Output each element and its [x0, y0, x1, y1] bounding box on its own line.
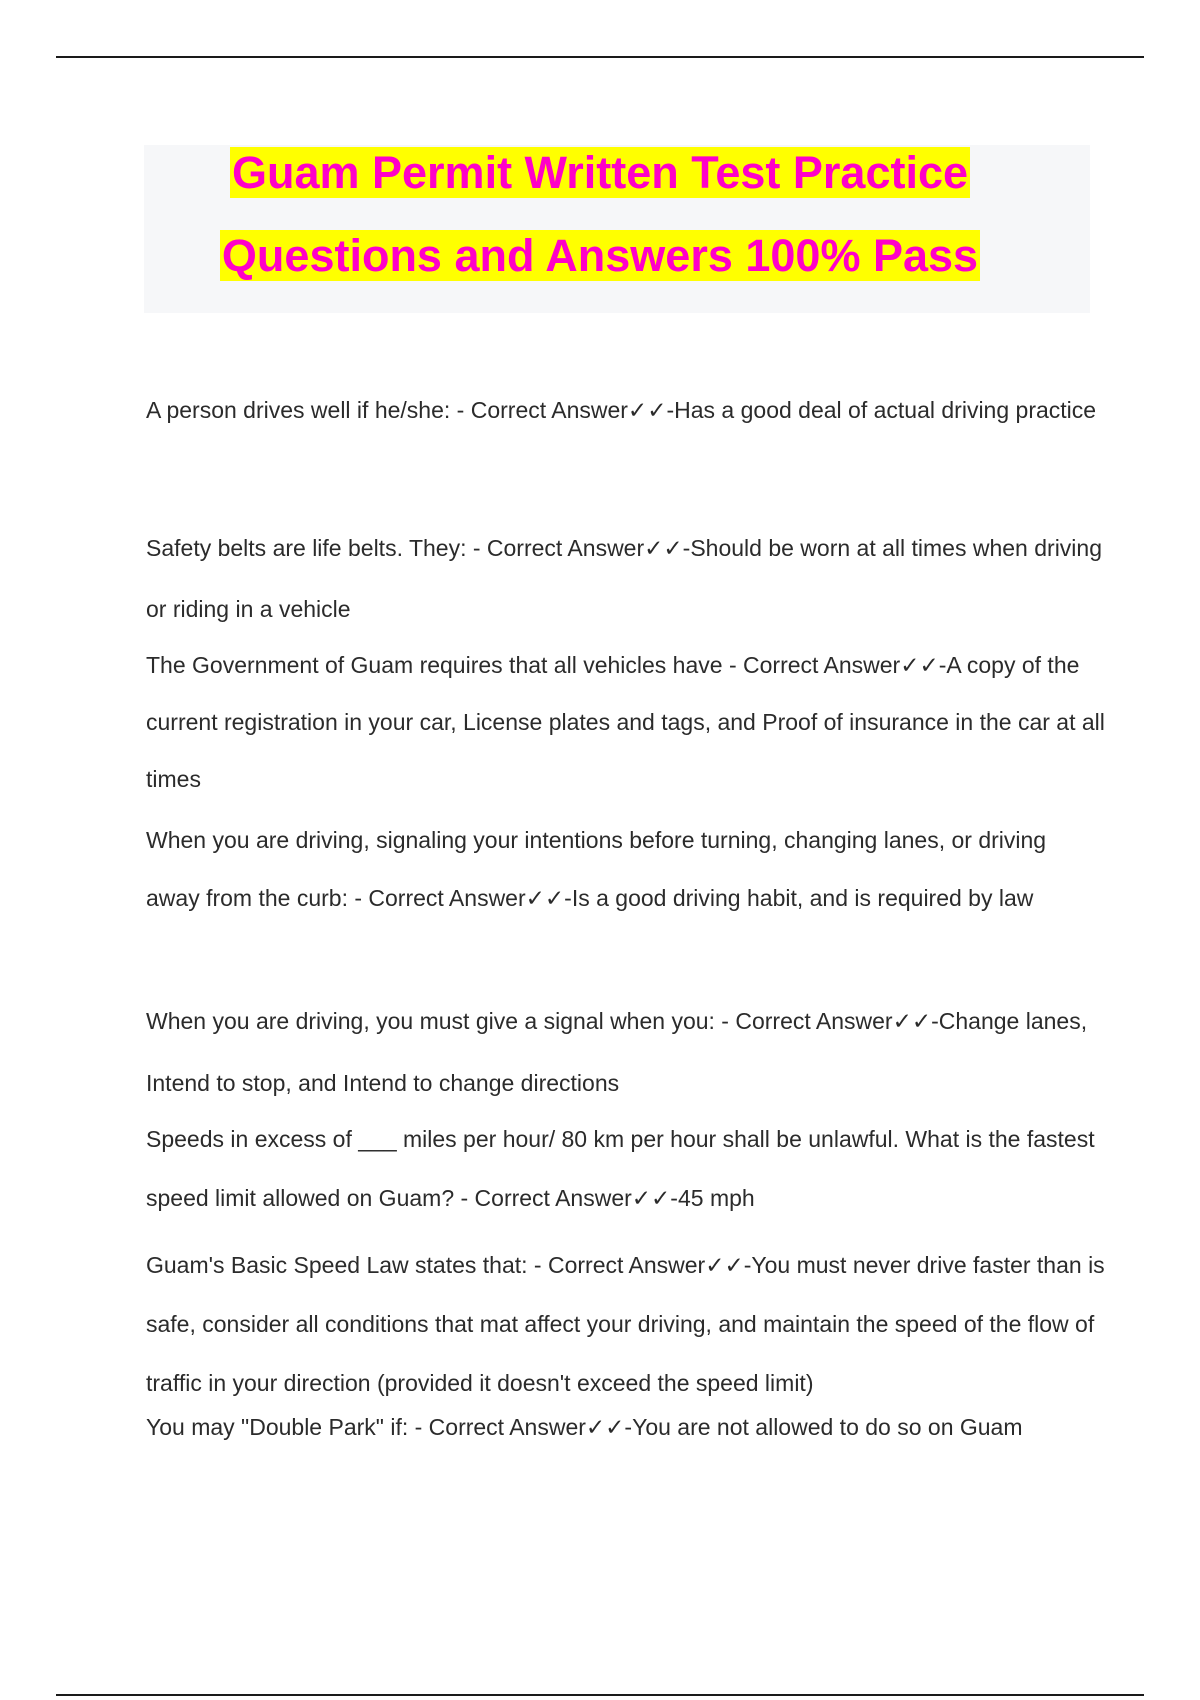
qa-item — [146, 990, 1106, 1114]
header-rule — [56, 56, 1144, 58]
question-text: When you are driving, you must give a signal when you: — [146, 1008, 715, 1034]
qa-item — [146, 1236, 1106, 1413]
question-text: You may "Double Park" if: — [146, 1414, 409, 1440]
question-text: Guam's Basic Speed Law states that: — [146, 1252, 528, 1278]
qa-item — [146, 811, 1106, 927]
answer-text: You are not allowed to do so on Guam — [632, 1414, 1023, 1440]
question-text: Speeds in excess of ___ miles per hour/ 80 km per hour shall be unlawful. What is the fastest speed limit allowed on Guam? — [146, 1126, 1095, 1211]
qa-item — [146, 1397, 1106, 1457]
answer-separator: - Correct Answer✓✓- — [722, 652, 947, 678]
answer-text: A copy of the current registration in your car, License plates and tags, and Proof of insurance in the car at all times — [146, 652, 1105, 792]
title-line-1 — [0, 145, 1200, 201]
qa-item — [146, 637, 1106, 808]
answer-separator: - Correct Answer✓✓- — [347, 885, 572, 911]
qa-item — [146, 380, 1106, 441]
title-line-2 — [0, 228, 1200, 284]
title-text-2: Questions and Answers 100% Pass — [221, 230, 979, 281]
question-text: When you are driving, signaling your intentions before turning, changing lanes, or driving away from the curb: — [146, 827, 1047, 911]
answer-separator: - Correct Answer✓✓- — [714, 1008, 939, 1034]
answer-text: Is a good driving habit, and is required by law — [571, 885, 1034, 911]
qa-item — [146, 1110, 1106, 1228]
question-text: A person drives well if he/she: — [146, 397, 451, 423]
title-text-1: Guam Permit Written Test Practice — [231, 147, 969, 198]
question-text: Safety belts are life belts. They: — [146, 535, 467, 561]
question-text: The Government of Guam requires that all vehicles have — [146, 652, 723, 678]
answer-text: You must never drive faster than is safe, consider all conditions that mat affect your driving, and maintain the speed of the flow of traffic in your direction (provided it doesn't exceed the speed limit) — [146, 1252, 1105, 1396]
answer-text: Change lanes, Intend to stop, and Intend to change directions — [146, 1008, 1088, 1096]
answer-text: 45 mph — [677, 1185, 755, 1211]
answer-text: Should be worn at all times when driving or riding in a vehicle — [146, 535, 1102, 622]
qa-item — [146, 518, 1106, 640]
answer-separator: - Correct Answer✓✓- — [450, 397, 675, 423]
footer-rule — [56, 1694, 1144, 1696]
answer-separator: - Correct Answer✓✓- — [466, 535, 691, 561]
answer-text: Has a good deal of actual driving practice — [674, 397, 1097, 423]
answer-separator: - Correct Answer✓✓- — [527, 1252, 752, 1278]
answer-separator: - Correct Answer✓✓- — [454, 1185, 678, 1211]
answer-separator: - Correct Answer✓✓- — [408, 1414, 633, 1440]
